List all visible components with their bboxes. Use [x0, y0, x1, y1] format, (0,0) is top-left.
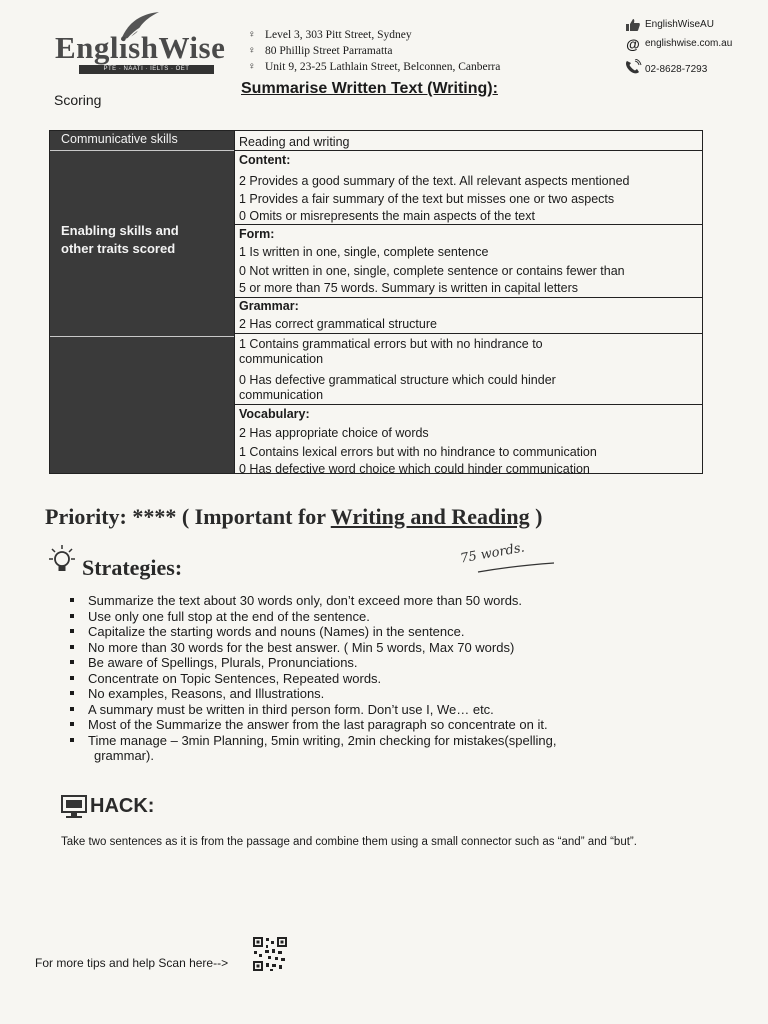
page-title: Summarise Written Text (Writing):	[241, 80, 498, 97]
grammar-label: Grammar:	[239, 299, 299, 313]
handwritten-note: 75 words.	[459, 540, 526, 567]
englishwise-logo	[55, 10, 225, 72]
scoring-label: Scoring	[54, 92, 102, 108]
grammar-line: communication	[239, 352, 324, 366]
form-line: 0 Not written in one, single, complete sentence or contains fewer than	[239, 264, 625, 278]
content-line: 0 Omits or misrepresents the main aspects of the text	[239, 209, 535, 223]
location-pin-icon: ♀	[248, 29, 256, 40]
vocabulary-label: Vocabulary:	[239, 407, 310, 421]
thumbs-up-icon	[624, 17, 642, 32]
address-line-1: ♀ Level 3, 303 Pitt Street, Sydney	[248, 29, 412, 41]
hack-text: Take two sentences as it is from the passage and combine them using a small connector such as “and” and “but”.	[61, 836, 637, 848]
strategies-title: Strategies:	[82, 555, 183, 580]
priority-heading: Priority: **** ( Important for Writing and Reading )	[45, 504, 543, 529]
content-line: 2 Provides a good summary of the text. All relevant aspects mentioned	[239, 174, 630, 188]
table-right-column	[234, 131, 702, 476]
address-line-2: ♀ 80 Phillip Street Parramatta	[248, 45, 393, 57]
grammar-line: 0 Has defective grammatical structure which could hinder	[239, 373, 556, 387]
list-item: A summary must be written in third person form. Don’t use I, We… etc.	[70, 702, 710, 718]
list-item: Summarize the text about 30 words only, don’t exceed more than 50 words.	[70, 593, 710, 609]
list-item: Time manage – 3min Planning, 5min writing, 2min checking for mistakes(spelling, grammar).	[70, 733, 710, 764]
strategies-list	[70, 593, 710, 764]
contact-facebook: EnglishWiseAU	[624, 17, 714, 32]
content-line: 1 Provides a fair summary of the text but misses one or two aspects	[239, 192, 615, 206]
reading-writing-header: Reading and writing	[239, 135, 350, 149]
hack-title: HACK:	[90, 795, 155, 817]
list-item: Capitalize the starting words and nouns (Names) in the sentence.	[70, 624, 710, 640]
address-line-3: ♀ Unit 9, 23-25 Lathlain Street, Belconnen, Canberra	[248, 61, 501, 73]
list-item: No more than 30 words for the best answer. ( Min 5 words, Max 70 words)	[70, 640, 710, 656]
content-label: Content:	[239, 153, 291, 167]
logo-tagline: PTE · NAATI · IELTS · OET	[79, 65, 214, 74]
logo-text: EnglishWise	[55, 30, 226, 65]
communicative-skills-header: Communicative skills	[61, 132, 178, 146]
scoring-table	[49, 130, 703, 474]
list-item: No examples, Reasons, and Illustrations.	[70, 686, 710, 702]
vocabulary-line: 0 Has defective word choice which could hinder communication	[239, 462, 590, 476]
contact-phone: 02-8628-7293	[624, 58, 707, 75]
form-line: 5 or more than 75 words. Summary is written in capital letters	[239, 281, 579, 295]
list-item: Concentrate on Topic Sentences, Repeated words.	[70, 671, 710, 687]
contact-website: @ englishwise.com.au	[624, 36, 732, 51]
enabling-skills-label: Enabling skills and other traits scored	[61, 223, 179, 256]
lightbulb-icon	[45, 543, 79, 582]
list-item: Use only one full stop at the end of the sentence.	[70, 609, 710, 625]
table-left-column	[50, 131, 234, 473]
handwritten-stroke	[476, 562, 556, 574]
location-pin-icon: ♀	[248, 61, 256, 72]
computer-monitor-icon	[60, 794, 88, 825]
at-sign-icon: @	[626, 35, 640, 52]
grammar-line: 1 Contains grammatical errors but with no hindrance to	[239, 337, 543, 351]
qr-code-icon[interactable]	[252, 936, 288, 972]
vocabulary-line: 2 Has appropriate choice of words	[239, 426, 429, 440]
form-line: 1 Is written in one, single, complete sentence	[239, 245, 489, 259]
footer-text: For more tips and help Scan here-->	[35, 956, 229, 970]
phone-icon	[624, 59, 642, 74]
location-pin-icon: ♀	[248, 45, 256, 56]
list-item: Be aware of Spellings, Plurals, Pronunciations.	[70, 655, 710, 671]
grammar-line: 2 Has correct grammatical structure	[239, 317, 437, 331]
list-item: Most of the Summarize the answer from the last paragraph so concentrate on it.	[70, 717, 710, 733]
grammar-line: communication	[239, 388, 324, 402]
vocabulary-line: 1 Contains lexical errors but with no hindrance to communication	[239, 445, 597, 459]
form-label: Form:	[239, 227, 275, 241]
